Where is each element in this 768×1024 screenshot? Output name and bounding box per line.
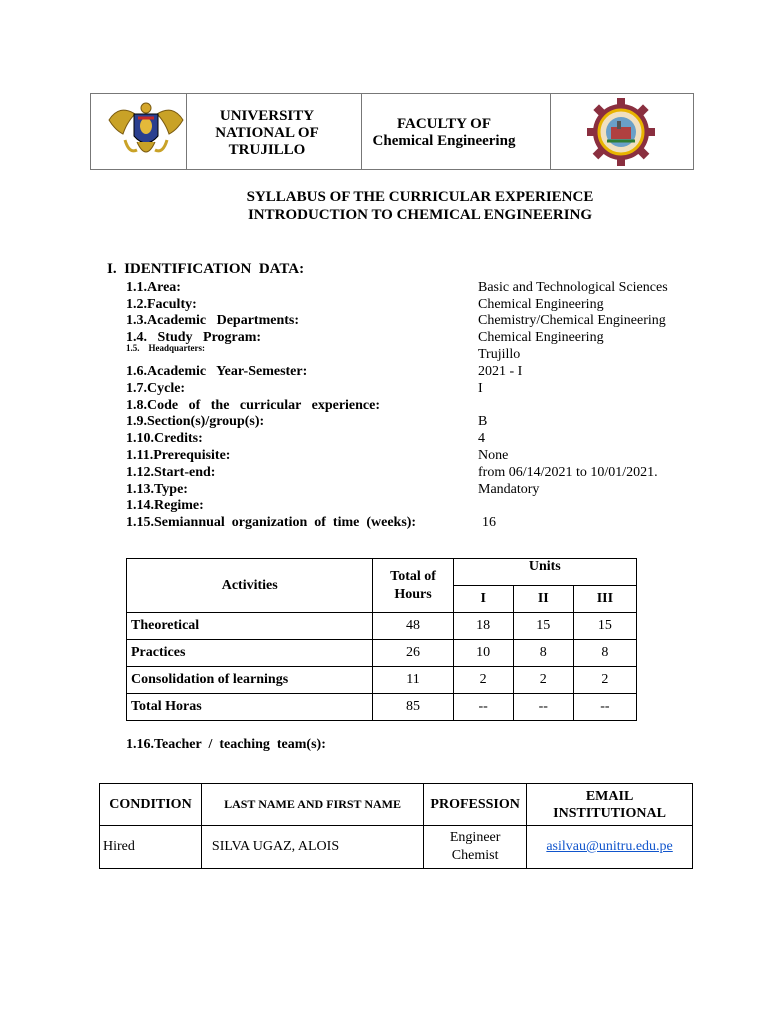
id-label: 1.5. Headquarters:	[126, 343, 205, 353]
name-header: LAST NAME AND FIRST NAME	[201, 784, 423, 826]
unit-header: I	[453, 586, 513, 613]
unit-cell: 15	[573, 613, 636, 640]
id-label: 1.13.Type:	[126, 482, 188, 497]
table-row	[127, 640, 637, 667]
unit-cell: 2	[453, 667, 513, 694]
id-label: 1.4. Study Program:	[126, 330, 262, 345]
id-value: Chemistry/Chemical Engineering	[478, 313, 666, 328]
activity-name: Practices	[127, 640, 373, 667]
id-value: 2021 - I	[478, 364, 523, 379]
unit-cell: 10	[453, 640, 513, 667]
id-label: 1.10.Credits:	[126, 431, 203, 446]
email-link[interactable]: asilvau@unitru.edu.pe	[546, 839, 673, 854]
unit-cell: --	[513, 694, 573, 721]
activities-header: Activities	[127, 559, 373, 613]
section-heading: I. IDENTIFICATION DATA:	[107, 261, 305, 277]
table-row	[127, 694, 637, 721]
profession-cell	[424, 826, 527, 869]
unit-cell: 2	[573, 667, 636, 694]
faculty-name-cell	[362, 94, 550, 169]
activity-name: Total Horas	[127, 694, 373, 721]
faculty-logo-cell	[551, 94, 694, 169]
id-value: from 06/14/2021 to 10/01/2021.	[478, 465, 658, 480]
id-value: Trujillo	[478, 347, 521, 362]
email-header-label: EMAIL INSTITUTIONAL	[553, 788, 666, 821]
email-cell	[527, 826, 693, 869]
id-label: 1.14.Regime:	[126, 498, 204, 513]
unit-cell: 15	[513, 613, 573, 640]
total-cell: 11	[373, 667, 453, 694]
id-value: Mandatory	[478, 482, 540, 497]
university-crest-icon	[105, 100, 187, 164]
university-name-cell	[187, 94, 362, 169]
teachers-table	[99, 783, 693, 869]
unit-header: III	[573, 586, 636, 613]
id-value: 4	[478, 431, 485, 446]
university-line-1: UNIVERSITY	[219, 108, 315, 124]
table-row	[127, 667, 637, 694]
total-cell: 85	[373, 694, 453, 721]
id-label: 1.15.Semiannual organization of time (weeks):	[126, 515, 417, 530]
profession-value: Engineer Chemist	[449, 830, 501, 863]
unit-cell: 8	[573, 640, 636, 667]
condition-cell: Hired	[100, 826, 202, 869]
unit-header: II	[513, 586, 573, 613]
units-header: Units	[453, 559, 636, 586]
total-hours-header	[373, 559, 453, 613]
id-value: Chemical Engineering	[478, 297, 604, 312]
activities-table	[126, 558, 637, 721]
university-name	[207, 108, 327, 159]
id-value: None	[478, 448, 509, 463]
unit-cell: --	[453, 694, 513, 721]
title-line-2: INTRODUCTION TO CHEMICAL ENGINEERING	[247, 207, 593, 223]
teachers-heading: 1.16.Teacher / teaching team(s):	[126, 737, 326, 752]
id-label: 1.6.Academic Year-Semester:	[126, 364, 308, 379]
id-label: 1.9.Section(s)/group(s):	[126, 414, 265, 429]
id-label: 1.11.Prerequisite:	[126, 448, 231, 463]
table-row	[100, 826, 693, 869]
id-label: 1.1.Area:	[126, 280, 181, 295]
id-label: 1.7.Cycle:	[126, 381, 186, 396]
faculty-name	[362, 116, 526, 150]
unit-cell: 18	[453, 613, 513, 640]
id-label: 1.12.Start-end:	[126, 465, 216, 480]
id-value: 16	[482, 515, 496, 530]
condition-header: CONDITION	[100, 784, 202, 826]
unit-cell: 8	[513, 640, 573, 667]
activity-name: Consolidation of learnings	[127, 667, 373, 694]
university-line-3: TRUJILLO	[228, 142, 306, 158]
id-label: 1.3.Academic Departments:	[126, 313, 300, 328]
total-cell: 26	[373, 640, 453, 667]
id-label: 1.8.Code of the curricular experience:	[126, 398, 381, 413]
email-header	[527, 784, 693, 826]
id-value: I	[478, 381, 483, 396]
university-logo-cell	[91, 94, 186, 169]
total-hours-label: Total of Hours	[390, 568, 436, 602]
syllabus-title	[20, 188, 768, 224]
faculty-line-2: Chemical Engineering	[372, 133, 516, 149]
name-cell: SILVA UGAZ, ALOIS	[201, 826, 423, 869]
table-row	[127, 613, 637, 640]
id-value: B	[478, 414, 488, 429]
id-label: 1.2.Faculty:	[126, 297, 197, 312]
university-line-2: NATIONAL OF	[215, 125, 319, 141]
unit-cell: --	[573, 694, 636, 721]
unit-cell: 2	[513, 667, 573, 694]
id-value: Chemical Engineering	[478, 330, 604, 345]
faculty-gear-seal-icon	[583, 97, 659, 167]
profession-header: PROFESSION	[424, 784, 527, 826]
faculty-line-1: FACULTY OF	[396, 116, 492, 132]
total-cell: 48	[373, 613, 453, 640]
id-value: Basic and Technological Sciences	[478, 280, 668, 295]
activity-name: Theoretical	[127, 613, 373, 640]
title-line-1: SYLLABUS OF THE CURRICULAR EXPERIENCE	[246, 189, 594, 205]
header-box	[90, 93, 694, 170]
